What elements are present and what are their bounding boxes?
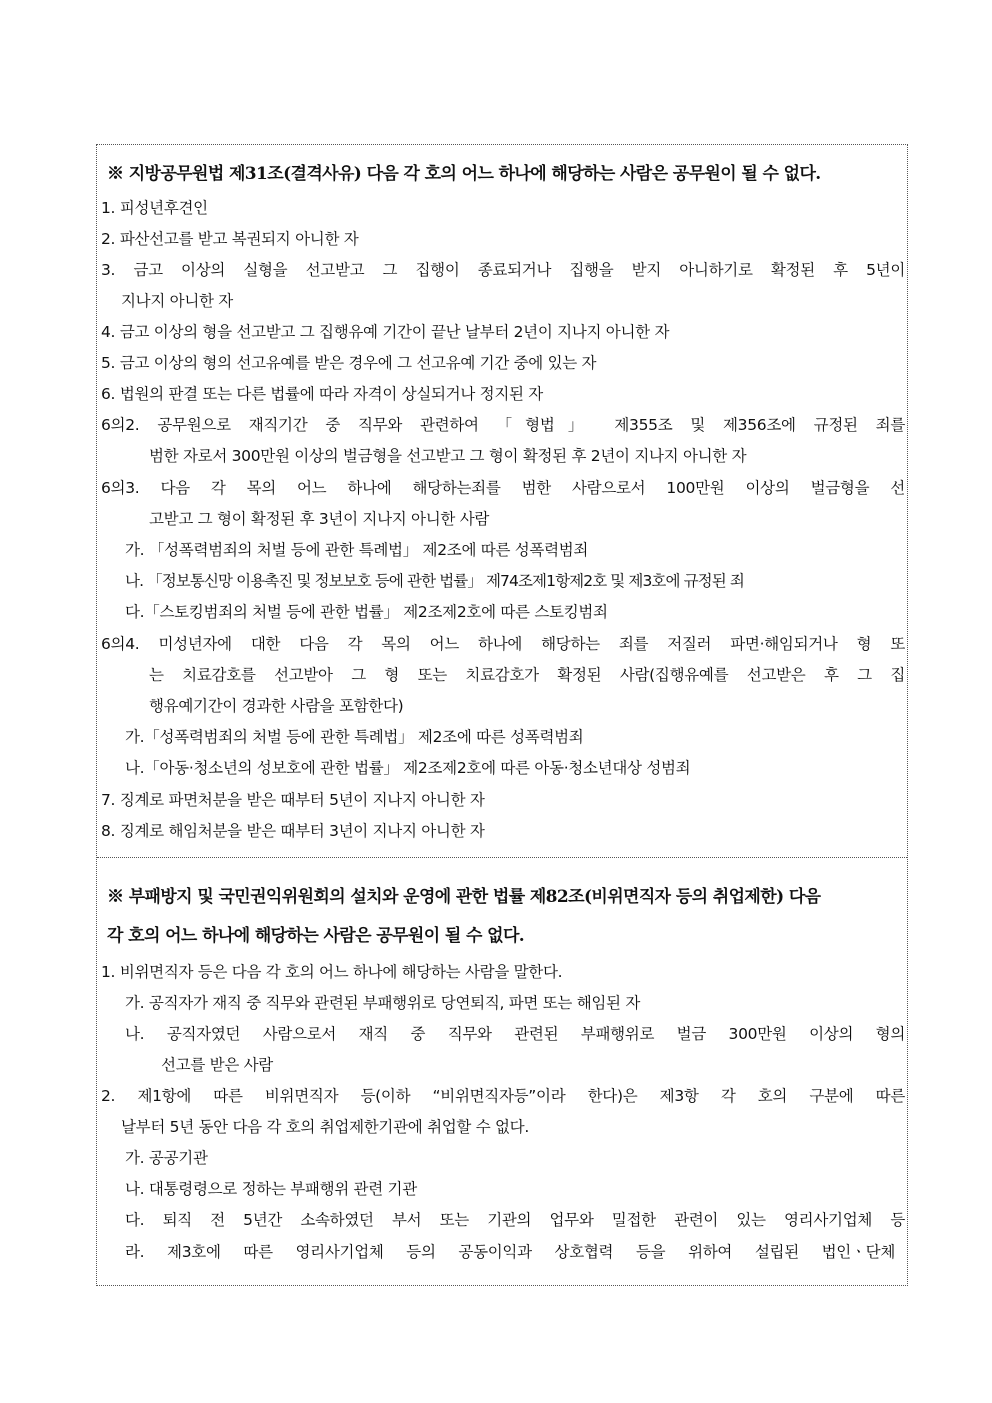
section-anti-corruption-act <box>97 857 907 1287</box>
document-box <box>96 144 908 1286</box>
section-heading-line1: ※ 부패방지 및 국민권익위원회의 설치와 운영에 관한 법률 제82조(비위면직자 등의 취업제한) 다음 <box>107 887 821 907</box>
sub-item: 가.「성폭력범죄의 처벌 등에 관한 특례법」 제2조에 따른 성폭력범죄 <box>125 728 584 746</box>
sub-item: 라. 제3호에 따른 영리사기업체 등의 공동이익과 상호협력 등을 위하여 설립된 법인ㆍ단체 <box>125 1243 895 1261</box>
sub-item: 가. 「성폭력범죄의 처벌 등에 관한 특례법」 제2조에 따른 성폭력범죄 <box>125 541 589 559</box>
list-item: 3. 금고 이상의 실형을 선고받고 그 집행이 종료되거나 집행을 받지 아니하기로 확정된 후 5년이 <box>101 261 905 279</box>
list-item: 4. 금고 이상의 형을 선고받고 그 집행유예 기간이 끝난 날부터 2년이 지나지 아니한 자 <box>101 323 670 341</box>
list-item-continuation: 범한 자로서 300만원 이상의 벌금형을 선고받고 그 형이 확정된 후 2년이 지나지 아니한 자 <box>149 447 747 465</box>
section-heading: ※ 지방공무원법 제31조(결격사유) 다음 각 호의 어느 하나에 해당하는 사람은 공무원이 될 수 없다. <box>107 164 821 184</box>
sub-item: 다. 퇴직 전 5년간 소속하였던 부서 또는 기관의 업무와 밀접한 관련이 있는 영리사기업체 등 <box>125 1211 905 1229</box>
list-item-continuation: 행유예기간이 경과한 사람을 포함한다) <box>149 697 404 715</box>
list-item-continuation: 는 치료감호를 선고받아 그 형 또는 치료감호가 확정된 사람(집행유예를 선고받은 후 그 집 <box>149 666 905 684</box>
sub-item: 나.「아동·청소년의 성보호에 관한 법률」 제2조제2호에 따른 아동·청소년대상 성범죄 <box>125 759 691 777</box>
list-item: 7. 징계로 파면처분을 받은 때부터 5년이 지나지 아니한 자 <box>101 791 485 809</box>
list-item: 6의2. 공무원으로 재직기간 중 직무와 관련하여 「형법」 제355조 및 제356조에 규정된 죄를 <box>101 416 905 434</box>
sub-item: 나. 공직자였던 사람으로서 재직 중 직무와 관련된 부패행위로 벌금 300만원 이상의 형의 <box>125 1025 905 1043</box>
list-item: 6의3. 다음 각 목의 어느 하나에 해당하는죄를 범한 사람으로서 100만원 이상의 벌금형을 선 <box>101 479 905 497</box>
section-heading-line2: 각 호의 어느 하나에 해당하는 사람은 공무원이 될 수 없다. <box>107 926 525 946</box>
list-item: 5. 금고 이상의 형의 선고유예를 받은 경우에 그 선고유예 기간 중에 있는 자 <box>101 354 597 372</box>
list-item: 6의4. 미성년자에 대한 다음 각 목의 어느 하나에 해당하는 죄를 저질러 파면·해임되거나 형 또 <box>101 635 905 653</box>
sub-item-continuation: 선고를 받은 사람 <box>161 1056 273 1074</box>
sub-item: 나. 「정보통신망 이용촉진 및 정보보호 등에 관한 법률」 제74조제1항제2호 및 제3호에 규정된 죄 <box>125 572 744 590</box>
sub-item: 가. 공공기관 <box>125 1149 208 1167</box>
section-local-public-officials-act <box>97 145 907 857</box>
list-item-continuation: 고받고 그 형이 확정된 후 3년이 지나지 아니한 사람 <box>149 510 490 528</box>
sub-item: 다.「스토킹범죄의 처벌 등에 관한 법률」 제2조제2호에 따른 스토킹범죄 <box>125 603 608 621</box>
list-item-continuation: 지나지 아니한 자 <box>121 292 233 310</box>
list-item: 8. 징계로 해임처분을 받은 때부터 3년이 지나지 아니한 자 <box>101 822 485 840</box>
sub-item: 나. 대통령령으로 정하는 부패행위 관련 기관 <box>125 1180 417 1198</box>
list-item: 1. 비위면직자 등은 다음 각 호의 어느 하나에 해당하는 사람을 말한다. <box>101 963 563 981</box>
list-item-continuation: 날부터 5년 동안 다음 각 호의 취업제한기관에 취업할 수 없다. <box>121 1118 529 1136</box>
list-item: 6. 법원의 판결 또는 다른 법률에 따라 자격이 상실되거나 정지된 자 <box>101 385 543 403</box>
list-item: 2. 제1항에 따른 비위면직자 등(이하 “비위면직자등”이라 한다)은 제3항 각 호의 구분에 따른 <box>101 1087 905 1105</box>
list-item: 1. 피성년후견인 <box>101 199 208 217</box>
sub-item: 가. 공직자가 재직 중 직무와 관련된 부패행위로 당연퇴직, 파면 또는 해임된 자 <box>125 994 641 1012</box>
list-item: 2. 파산선고를 받고 복권되지 아니한 자 <box>101 230 359 248</box>
